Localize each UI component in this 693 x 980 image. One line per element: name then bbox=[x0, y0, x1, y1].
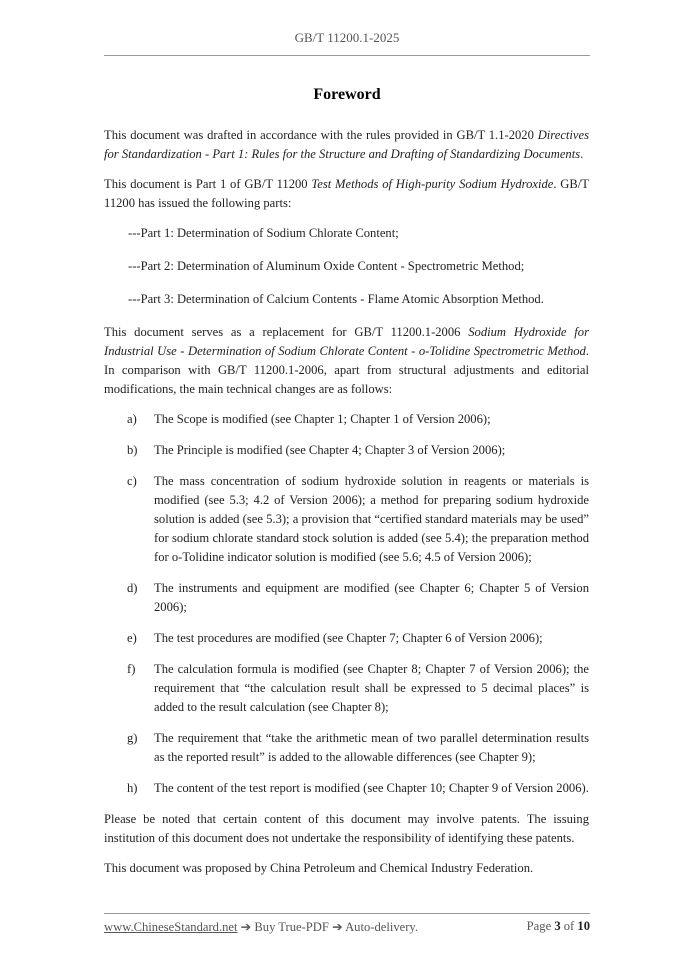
text-run: . In comparison with GB/T 11200.1-2006, apart from structural adjustments and editorial modifications, the main technical changes are as follows: bbox=[104, 344, 589, 396]
list-label: g) bbox=[127, 731, 138, 745]
list-text: The Principle is modified (see Chapter 4; Chapter 3 of Version 2006); bbox=[154, 443, 506, 457]
list-text: The test procedures are modified (see Chapter 7; Chapter 6 of Version 2006); bbox=[154, 631, 543, 645]
website-link[interactable]: www.ChineseStandard.net bbox=[104, 920, 238, 934]
text-run: This document is Part 1 of GB/T 11200 bbox=[104, 177, 312, 191]
footer-promo bbox=[104, 919, 418, 935]
change-item-g bbox=[127, 729, 589, 767]
header-divider bbox=[104, 55, 590, 56]
list-text: The mass concentration of sodium hydroxide solution in reagents or materials is modified (see 5.3; 4.2 of Version 2006); a method for preparing sodium hydroxide solution is added (see 5.3); a provision that “certified standard materials may be used” for sodium chlorate standard stock solution is added (see 5.4); the preparation method for o-Tolidine indicator solution is modified (see 5.6; 4.5 of Version 2006); bbox=[154, 474, 589, 564]
arrow-icon: ➔ bbox=[332, 920, 343, 934]
list-item-part-2: ---Part 2: Determination of Aluminum Oxide Content - Spectrometric Method; bbox=[128, 259, 525, 273]
text-run: . bbox=[580, 147, 584, 161]
change-item-d bbox=[127, 579, 589, 617]
list-item-part-3: ---Part 3: Determination of Calcium Contents - Flame Atomic Absorption Method. bbox=[128, 292, 544, 306]
list-label: a) bbox=[127, 412, 137, 426]
arrow-icon: ➔ bbox=[240, 920, 252, 934]
document-body bbox=[104, 126, 589, 889]
list-label: c) bbox=[127, 474, 137, 488]
list-label: e) bbox=[127, 631, 137, 645]
buy-text: Buy True-PDF bbox=[251, 920, 333, 934]
section-title: Foreword bbox=[313, 86, 381, 103]
of-word: of bbox=[560, 919, 578, 933]
change-item-f bbox=[127, 660, 589, 717]
text-run: This document was drafted in accordance with the rules provided in GB/T 1.1-2020 bbox=[104, 128, 538, 142]
change-item-e bbox=[127, 629, 589, 648]
list-text: The calculation formula is modified (see Chapter 8; Chapter 7 of Version 2006); the requirement that “the calculation result shall be expressed to 5 decimal places” is added to the result calculation (see Chapter 8); bbox=[154, 662, 589, 714]
paragraph-part-of-series bbox=[104, 175, 589, 213]
paragraph-replacement bbox=[104, 323, 589, 399]
paragraph-drafting-rules bbox=[104, 126, 589, 164]
list-text: The Scope is modified (see Chapter 1; Chapter 1 of Version 2006); bbox=[154, 412, 491, 426]
running-header: GB/T 11200.1-2025 bbox=[294, 30, 400, 45]
page-word: Page bbox=[526, 919, 555, 933]
page-indicator bbox=[527, 919, 590, 935]
page-footer bbox=[104, 919, 590, 935]
list-label: d) bbox=[127, 581, 138, 595]
change-item-a bbox=[127, 410, 589, 429]
paragraph-proposed-by: This document was proposed by China Petroleum and Chemical Industry Federation. bbox=[104, 861, 534, 875]
list-text: The requirement that “take the arithmetic mean of two parallel determination results as the reported result” is added to the allowable differences (see Chapter 9); bbox=[154, 731, 589, 764]
list-text: The instruments and equipment are modified (see Chapter 6; Chapter 5 of Version 2006); bbox=[154, 581, 589, 614]
list-label: b) bbox=[127, 443, 138, 457]
paragraph-patents: Please be noted that certain content of this document may involve patents. The issuing institution of this document does not undertake the responsibility of identifying these patents. bbox=[104, 812, 589, 845]
change-item-b bbox=[127, 441, 589, 460]
list-text: The content of the test report is modified (see Chapter 10; Chapter 9 of Version 2006). bbox=[154, 781, 589, 795]
cited-title: Test Methods of High-purity Sodium Hydroxide bbox=[311, 177, 554, 191]
text-run: . GB/T 11200 has issued the following parts: bbox=[104, 177, 589, 210]
total-pages-number: 10 bbox=[577, 919, 590, 933]
text-run: This document serves as a replacement for GB/T 11200.1-2006 bbox=[104, 325, 469, 339]
list-label: h) bbox=[127, 781, 138, 795]
list-label: f) bbox=[127, 662, 136, 676]
footer-divider bbox=[104, 913, 590, 914]
delivery-text: Auto-delivery. bbox=[342, 920, 419, 934]
cited-title: Sodium Hydroxide for Industrial Use - Determination of Sodium Chlorate Content - o-Tolidine Spectrometric Method bbox=[104, 325, 589, 358]
current-page-number: 3 bbox=[554, 919, 561, 933]
list-item-part-1: ---Part 1: Determination of Sodium Chlorate Content; bbox=[128, 226, 399, 240]
change-item-c bbox=[127, 472, 589, 567]
change-item-h bbox=[127, 779, 589, 798]
cited-title: Directives for Standardization - Part 1: Rules for the Structure and Drafting of Standardizing Documents bbox=[104, 128, 589, 161]
